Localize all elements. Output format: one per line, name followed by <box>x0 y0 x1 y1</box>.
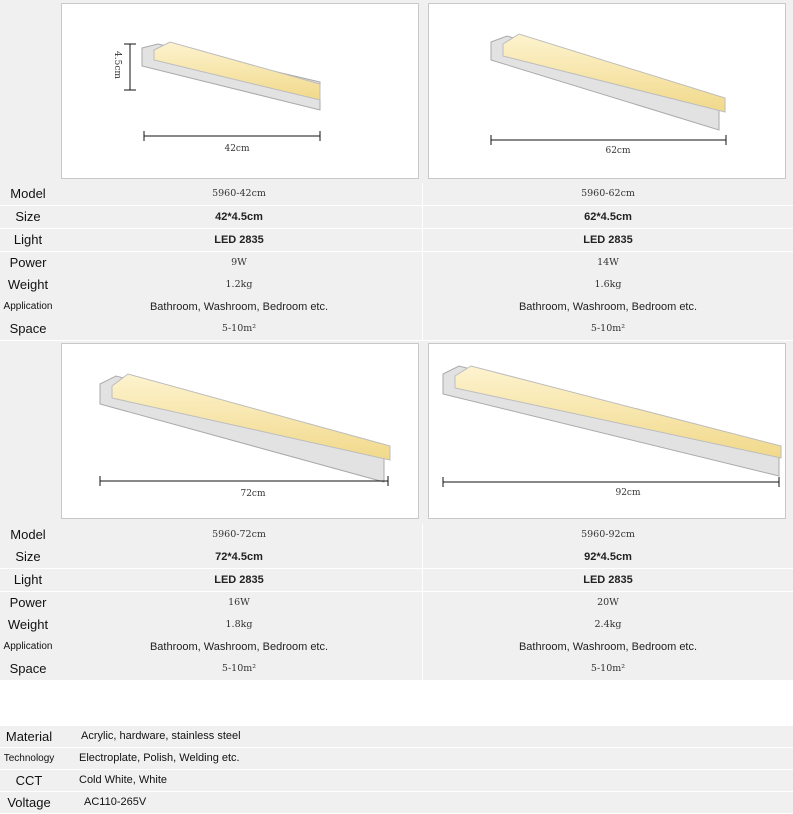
weight-value: 1.6kg <box>594 279 622 290</box>
row-label: Light <box>13 232 43 247</box>
product-image-62cm <box>428 3 786 179</box>
power-value: 9W <box>231 257 247 268</box>
weight-value: 1.2kg <box>225 279 253 290</box>
model-value: 5960-62cm <box>581 188 635 199</box>
weight-value: 1.8kg <box>225 619 253 630</box>
row-power <box>0 592 793 615</box>
model-value: 5960-42cm <box>212 188 266 199</box>
light-value: LED 2835 <box>583 234 633 246</box>
row-space <box>0 318 793 341</box>
row-size <box>0 546 793 569</box>
row-model <box>0 524 793 547</box>
row-label: Model <box>10 527 46 542</box>
row-label: Model <box>10 186 46 201</box>
spec-row-technology <box>0 748 793 770</box>
spec-value: Acrylic, hardware, stainless steel <box>81 730 241 742</box>
space-value: 5-10m² <box>221 663 257 674</box>
space-value: 5-10m² <box>221 323 257 334</box>
height-label: 4.5cm <box>112 51 122 79</box>
product-image-92cm <box>428 343 786 519</box>
power-value: 20W <box>597 597 619 608</box>
spec-row-cct <box>0 770 793 792</box>
row-label: Light <box>13 572 43 587</box>
label-column-top <box>0 0 56 183</box>
row-light <box>0 229 793 252</box>
row-label: Weight <box>7 277 49 292</box>
row-power <box>0 252 793 275</box>
spec-label: Voltage <box>7 795 51 810</box>
size-value: 42*4.5cm <box>215 211 263 223</box>
spec-value: Cold White, White <box>79 774 168 786</box>
size-value: 92*4.5cm <box>584 551 632 563</box>
width-label: 92cm <box>615 488 641 498</box>
light-value: LED 2835 <box>214 574 264 586</box>
width-label: 62cm <box>605 146 631 156</box>
spec-row-material <box>0 726 793 748</box>
weight-value: 2.4kg <box>594 619 622 630</box>
row-label: Weight <box>7 617 49 632</box>
product-image-42cm <box>61 3 419 179</box>
spec-value: AC110-265V <box>84 796 147 808</box>
row-weight <box>0 274 793 297</box>
product-image-72cm <box>61 343 419 519</box>
width-label: 72cm <box>240 489 266 499</box>
light-value: LED 2835 <box>214 234 264 246</box>
spec-row-voltage <box>0 792 793 814</box>
row-size <box>0 206 793 229</box>
row-label: Application <box>3 641 53 652</box>
label-column-middle <box>0 339 56 524</box>
power-value: 14W <box>597 257 619 268</box>
application-value: Bathroom, Washroom, Bedroom etc. <box>518 301 698 313</box>
row-label: Space <box>9 321 47 336</box>
row-model <box>0 183 793 206</box>
row-label: Size <box>15 209 41 224</box>
size-value: 72*4.5cm <box>215 551 263 563</box>
application-value: Bathroom, Washroom, Bedroom etc. <box>518 641 698 653</box>
space-value: 5-10m² <box>590 663 626 674</box>
application-value: Bathroom, Washroom, Bedroom etc. <box>149 641 329 653</box>
application-value: Bathroom, Washroom, Bedroom etc. <box>149 301 329 313</box>
row-label: Power <box>9 255 47 270</box>
spec-value: Electroplate, Polish, Welding etc. <box>79 752 240 764</box>
light-value: LED 2835 <box>583 574 633 586</box>
row-label: Power <box>9 595 47 610</box>
spec-label: Material <box>5 729 53 744</box>
row-application <box>0 636 793 659</box>
model-value: 5960-72cm <box>212 529 266 540</box>
row-application <box>0 296 793 319</box>
spec-label: Technology <box>3 753 55 764</box>
size-value: 62*4.5cm <box>584 211 632 223</box>
row-label: Application <box>3 301 53 312</box>
row-label: Size <box>15 549 41 564</box>
space-value: 5-10m² <box>590 323 626 334</box>
spec-label: CCT <box>15 773 43 788</box>
row-light <box>0 569 793 592</box>
power-value: 16W <box>228 597 250 608</box>
row-space <box>0 658 793 681</box>
row-weight <box>0 614 793 637</box>
row-label: Space <box>9 661 47 676</box>
model-value: 5960-92cm <box>581 529 635 540</box>
width-label: 42cm <box>224 144 250 154</box>
